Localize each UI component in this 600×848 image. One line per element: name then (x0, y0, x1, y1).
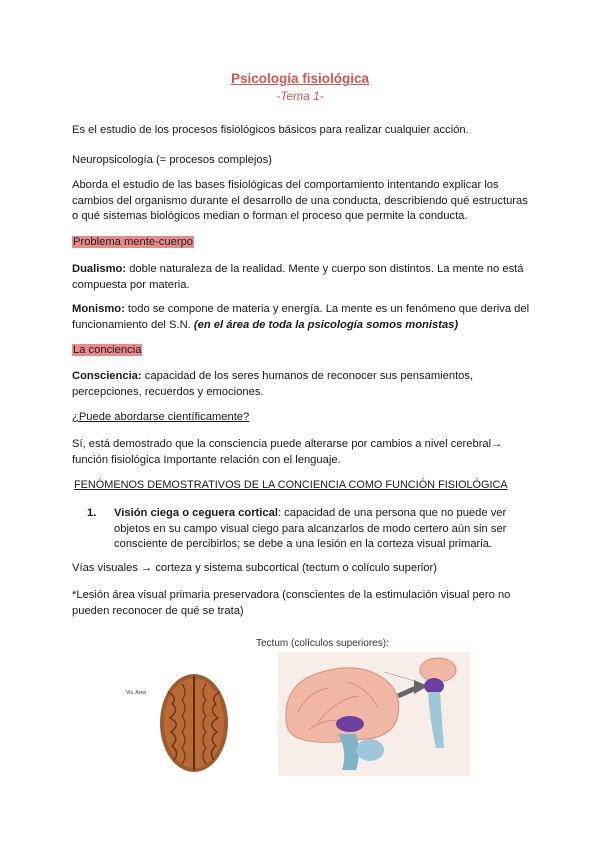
small-figure-label-wrap (126, 684, 146, 702)
list-number: 1. (87, 507, 97, 519)
consciencia-term: Consciencia: (72, 370, 142, 382)
problema-heading: Problema mente-cuerpo (73, 236, 194, 248)
document-subtitle: -Tema 1- (276, 89, 324, 103)
monismo-text: todo se compone de materia y energía. La mente es un fenómeno que deriva del funcionamiento del S.N. (72, 303, 530, 331)
item1-text: : capacidad de una persona que no puede ver objetos en su campo visual ciego para alcanzarlos de modo certero aún sin ser consciente de percibirlos; se debe a una lesión en la corteza visual primaria. (114, 507, 507, 550)
small-figure-label: Vis. Area (126, 690, 146, 696)
lesion-paragraph: *Lesión área visual primaria preservadora (conscientes de la estimulación visual pero no pueden reconocer de qué se trata) (72, 589, 511, 617)
fenomenos-heading: FENÓMENOS DEMOSTRATIVOS DE LA CONCIENCIA COMO FUNCIÓN FISIOLÓGICA (74, 479, 508, 491)
neuro-paragraph: Neuropsicología (= procesos complejos) (72, 154, 272, 166)
list-text (114, 506, 524, 553)
figure-title: Tectum (colículos superiores): (256, 638, 389, 649)
brain-top-view-image (158, 672, 230, 774)
vias-paragraph: Vías visuales → corteza y sistema subcortical (tectum o colículo superior) (72, 562, 437, 574)
question-paragraph: ¿Puede abordarse científicamente? (72, 411, 250, 423)
monismo-term: Monismo: (72, 303, 125, 315)
monismo-paragraph (72, 302, 532, 333)
aborda-paragraph: Aborda el estudio de las bases fisiológicas del comportamiento intentando explicar los cambios del organismo durante el desarrollo de una conducta, describiendo qué estructuras o qué sistemas biológicos median o forman el proceso que permite la conducta. (72, 179, 528, 222)
item1-term: Visión ciega o ceguera cortical (114, 507, 278, 519)
monismo-note: (en el área de toda la psicología somos monistas) (193, 318, 459, 331)
definition-paragraph: Es el estudio de los procesos fisiológicos básicos para realizar cualquier acción. (72, 124, 469, 136)
dualismo-term: Dualismo: (72, 263, 127, 275)
document-title: Psicología fisiológica (230, 71, 370, 86)
dualismo-text: doble naturaleza de la realidad. Mente y cuerpo son distintos. La mente no está compuesta por materia. (72, 263, 524, 291)
conciencia-heading-line (72, 343, 532, 359)
consciencia-paragraph (72, 369, 532, 400)
conciencia-heading: La conciencia (73, 344, 142, 356)
dualismo-paragraph (72, 262, 532, 293)
consciencia-text: capacidad de los seres humanos de reconocer sus pensamientos, percepciones, recuerdos y emociones. (72, 370, 474, 398)
tectum-figure-image (278, 652, 470, 776)
answer-paragraph: Sí, está demostrado que la consciencia puede alterarse por cambios a nivel cerebral→ función fisiológica Importante relación con el lenguaje. (72, 438, 503, 466)
problema-heading-line (72, 235, 532, 251)
